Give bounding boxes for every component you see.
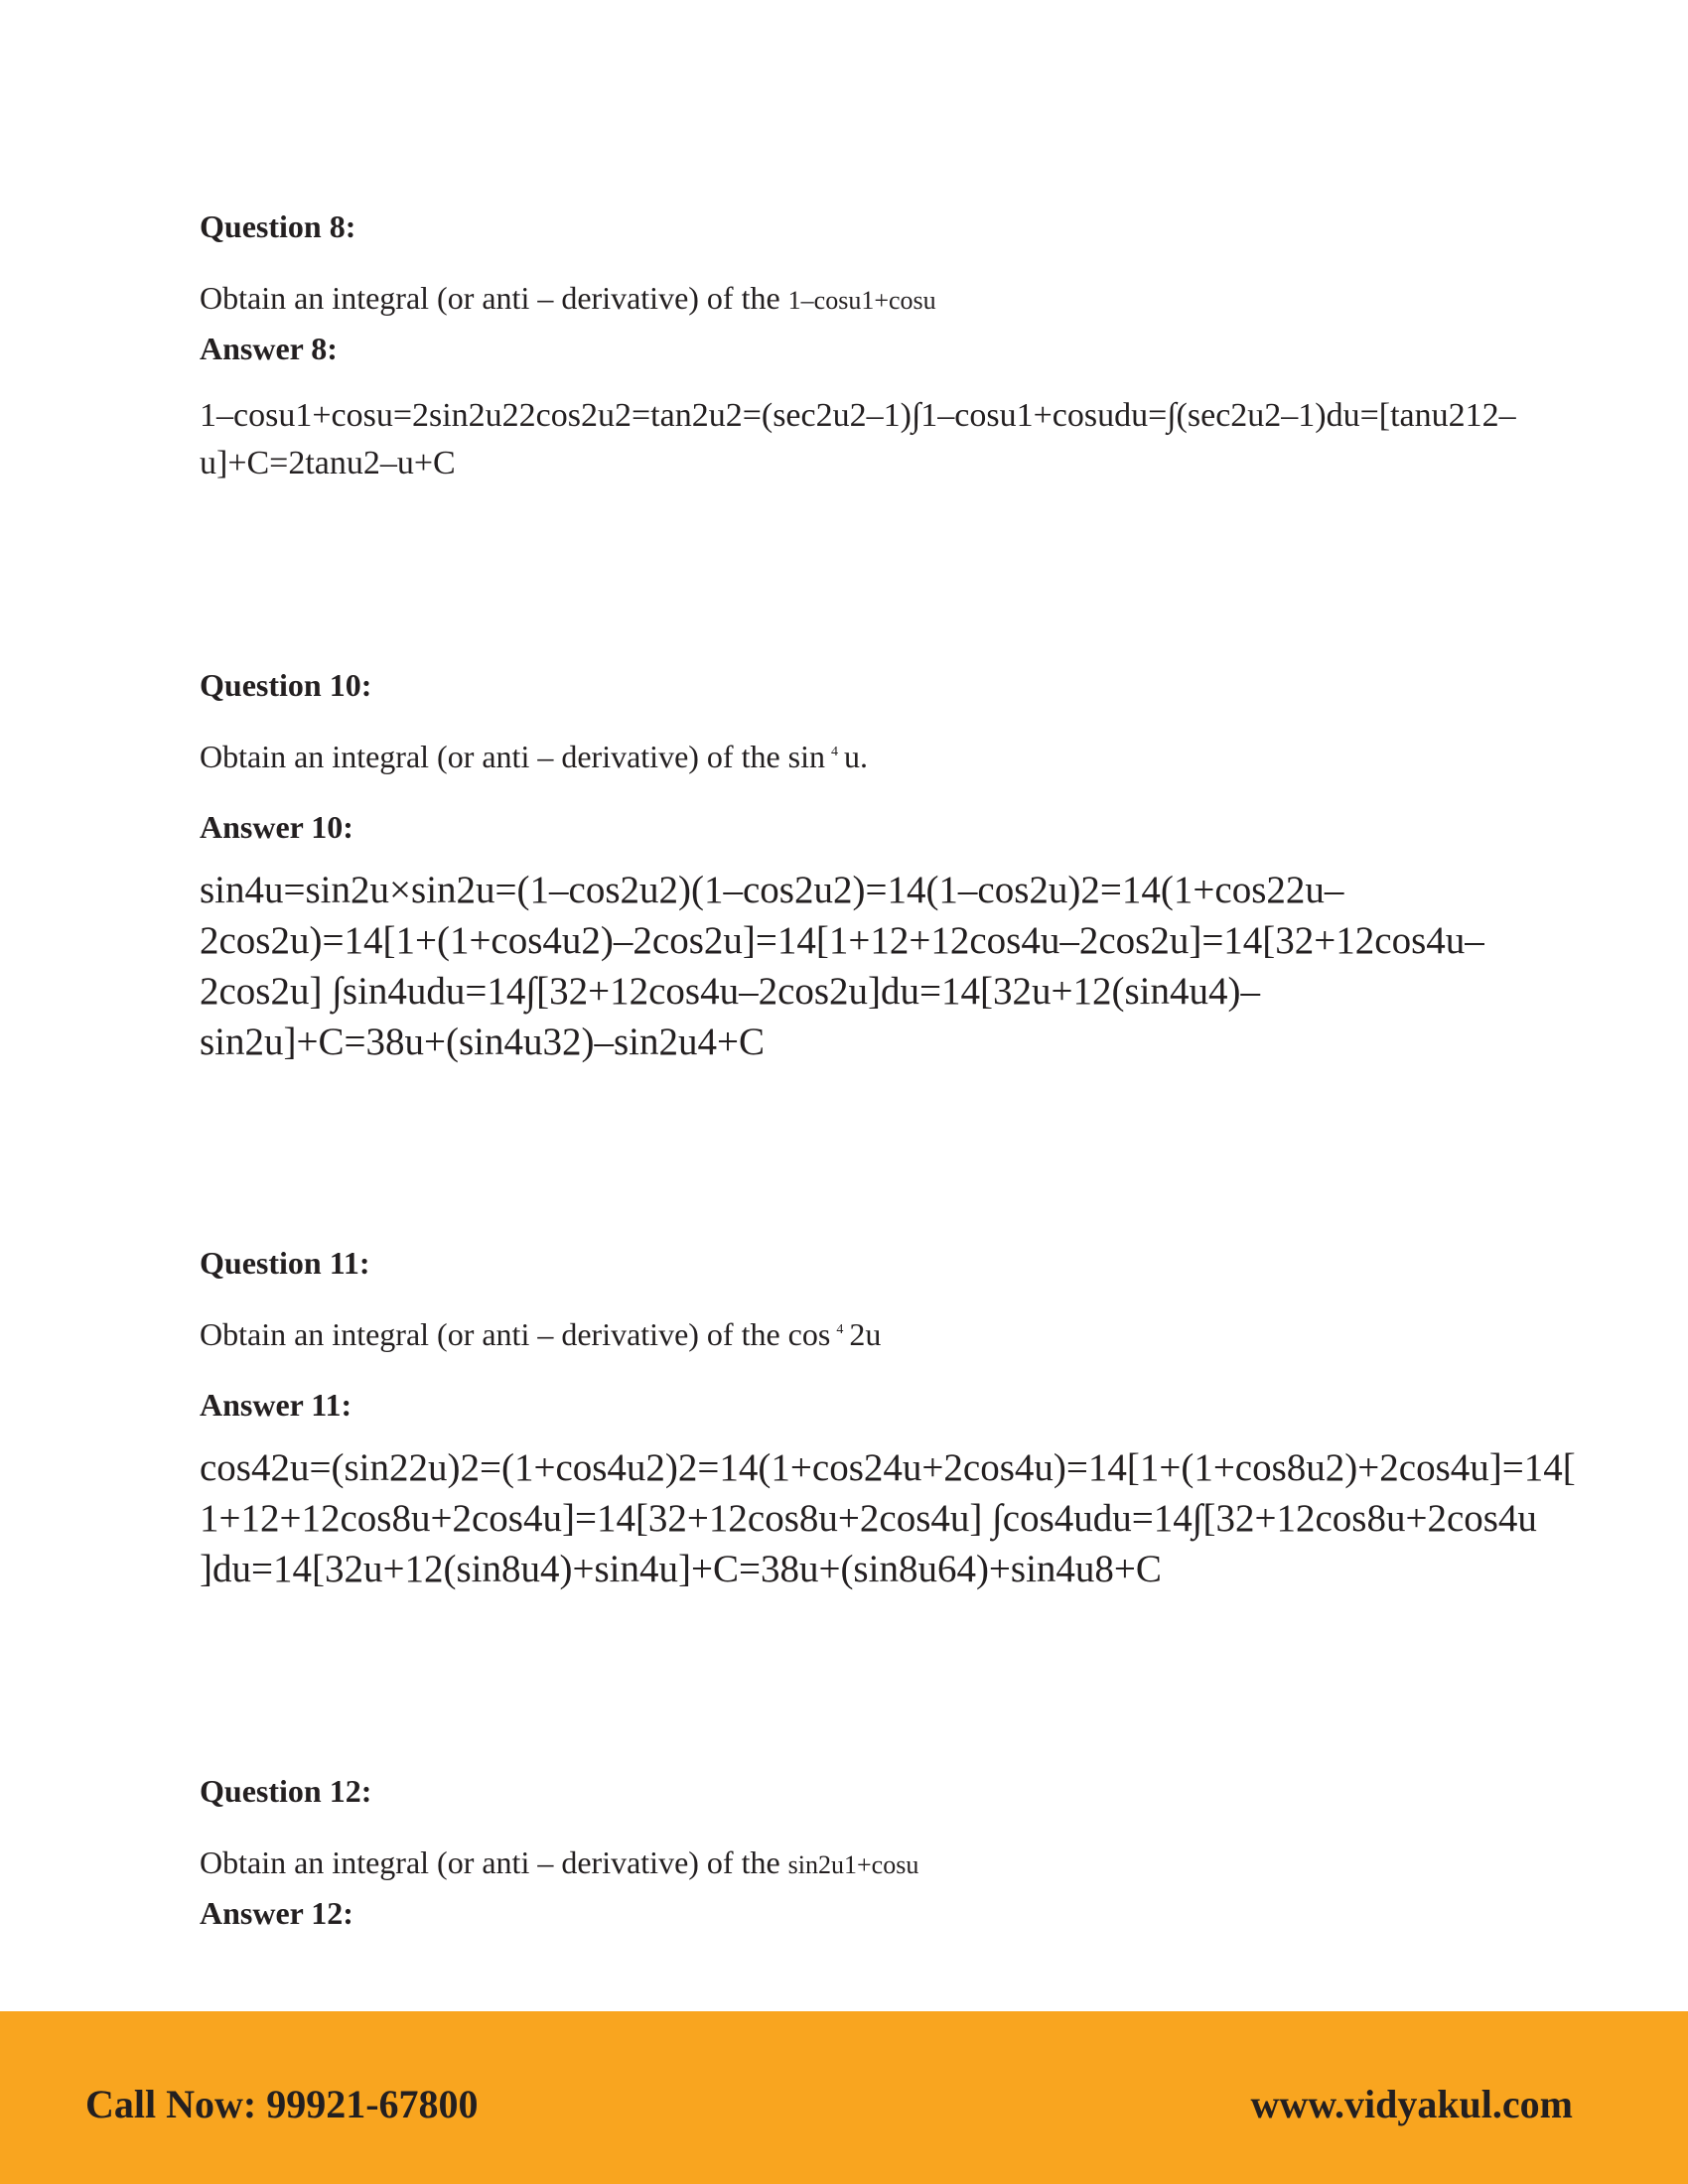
question-12-prompt-math: sin2u1+cosu [787, 1850, 919, 1879]
question-10-prompt [200, 739, 868, 775]
question-8-prompt [200, 280, 936, 317]
answer-11-line-2: 1+12+12cos8u+2cos4u]=14[32+12cos8u+2cos4u] ∫cos4udu=14∫[32+12cos8u+2cos4u [200, 1497, 1537, 1540]
question-8-title: Question 8: [200, 208, 356, 244]
website-link[interactable]: www.vidyakul.com [1250, 2082, 1573, 2126]
question-11-title: Question 11: [200, 1245, 370, 1281]
question-12-prompt [200, 1844, 918, 1881]
question-8-prompt-math: 1–cosu1+cosu [787, 286, 936, 315]
answer-8-line-2: u]+C=2tanu2–u+C [200, 445, 456, 481]
answer-10-title: Answer 10: [200, 809, 353, 845]
question-12-prompt-text: Obtain an integral (or anti – derivative) of the [200, 1844, 780, 1880]
question-10-prompt-text: Obtain an integral (or anti – derivative) of the sin [200, 739, 826, 774]
answer-11-title: Answer 11: [200, 1387, 352, 1423]
answer-8-line-1: 1–cosu1+cosu=2sin2u22cos2u2=tan2u2=(sec2u2–1)∫1–cosu1+cosudu=∫(sec2u2–1)du=[tanu212– [200, 397, 1516, 434]
question-10-prompt-exponent: 4 [831, 745, 839, 759]
answer-8-title: Answer 8: [200, 331, 338, 366]
answer-11-line-3: ]du=14[32u+12(sin8u4)+sin4u]+C=38u+(sin8u64)+sin4u8+C [200, 1548, 1162, 1590]
question-11-prompt-exponent: 4 [836, 1322, 844, 1337]
question-8-prompt-text: Obtain an integral (or anti – derivative) of the [200, 280, 780, 316]
question-11-prompt-tail: 2u [849, 1316, 882, 1352]
question-11-prompt-text: Obtain an integral (or anti – derivative) of the cos [200, 1316, 831, 1352]
question-10-prompt-tail: u. [844, 739, 869, 774]
question-10-title: Question 10: [200, 667, 372, 703]
question-12-title: Question 12: [200, 1773, 372, 1809]
answer-10-line-3: 2cos2u] ∫sin4udu=14∫[32+12cos4u–2cos2u]du=14[32u+12(sin4u4)– [200, 970, 1261, 1013]
answer-10-line-2: 2cos2u)=14[1+(1+cos4u2)–2cos2u]=14[1+12+12cos4u–2cos2u]=14[32+12cos4u– [200, 919, 1484, 962]
footer-banner [0, 2011, 1688, 2184]
answer-10-line-4: sin2u]+C=38u+(sin4u32)–sin2u4+C [200, 1021, 766, 1063]
answer-10-line-1: sin4u=sin2u×sin2u=(1–cos2u2)(1–cos2u2)=14(1–cos2u)2=14(1+cos22u– [200, 869, 1344, 911]
answer-12-title: Answer 12: [200, 1895, 353, 1931]
question-11-prompt [200, 1316, 881, 1353]
call-now-text[interactable]: Call Now: 99921-67800 [85, 2082, 479, 2126]
answer-11-line-1: cos42u=(sin22u)2=(1+cos4u2)2=14(1+cos24u+2cos4u)=14[1+(1+cos8u2)+2cos4u]=14[ [200, 1446, 1576, 1489]
